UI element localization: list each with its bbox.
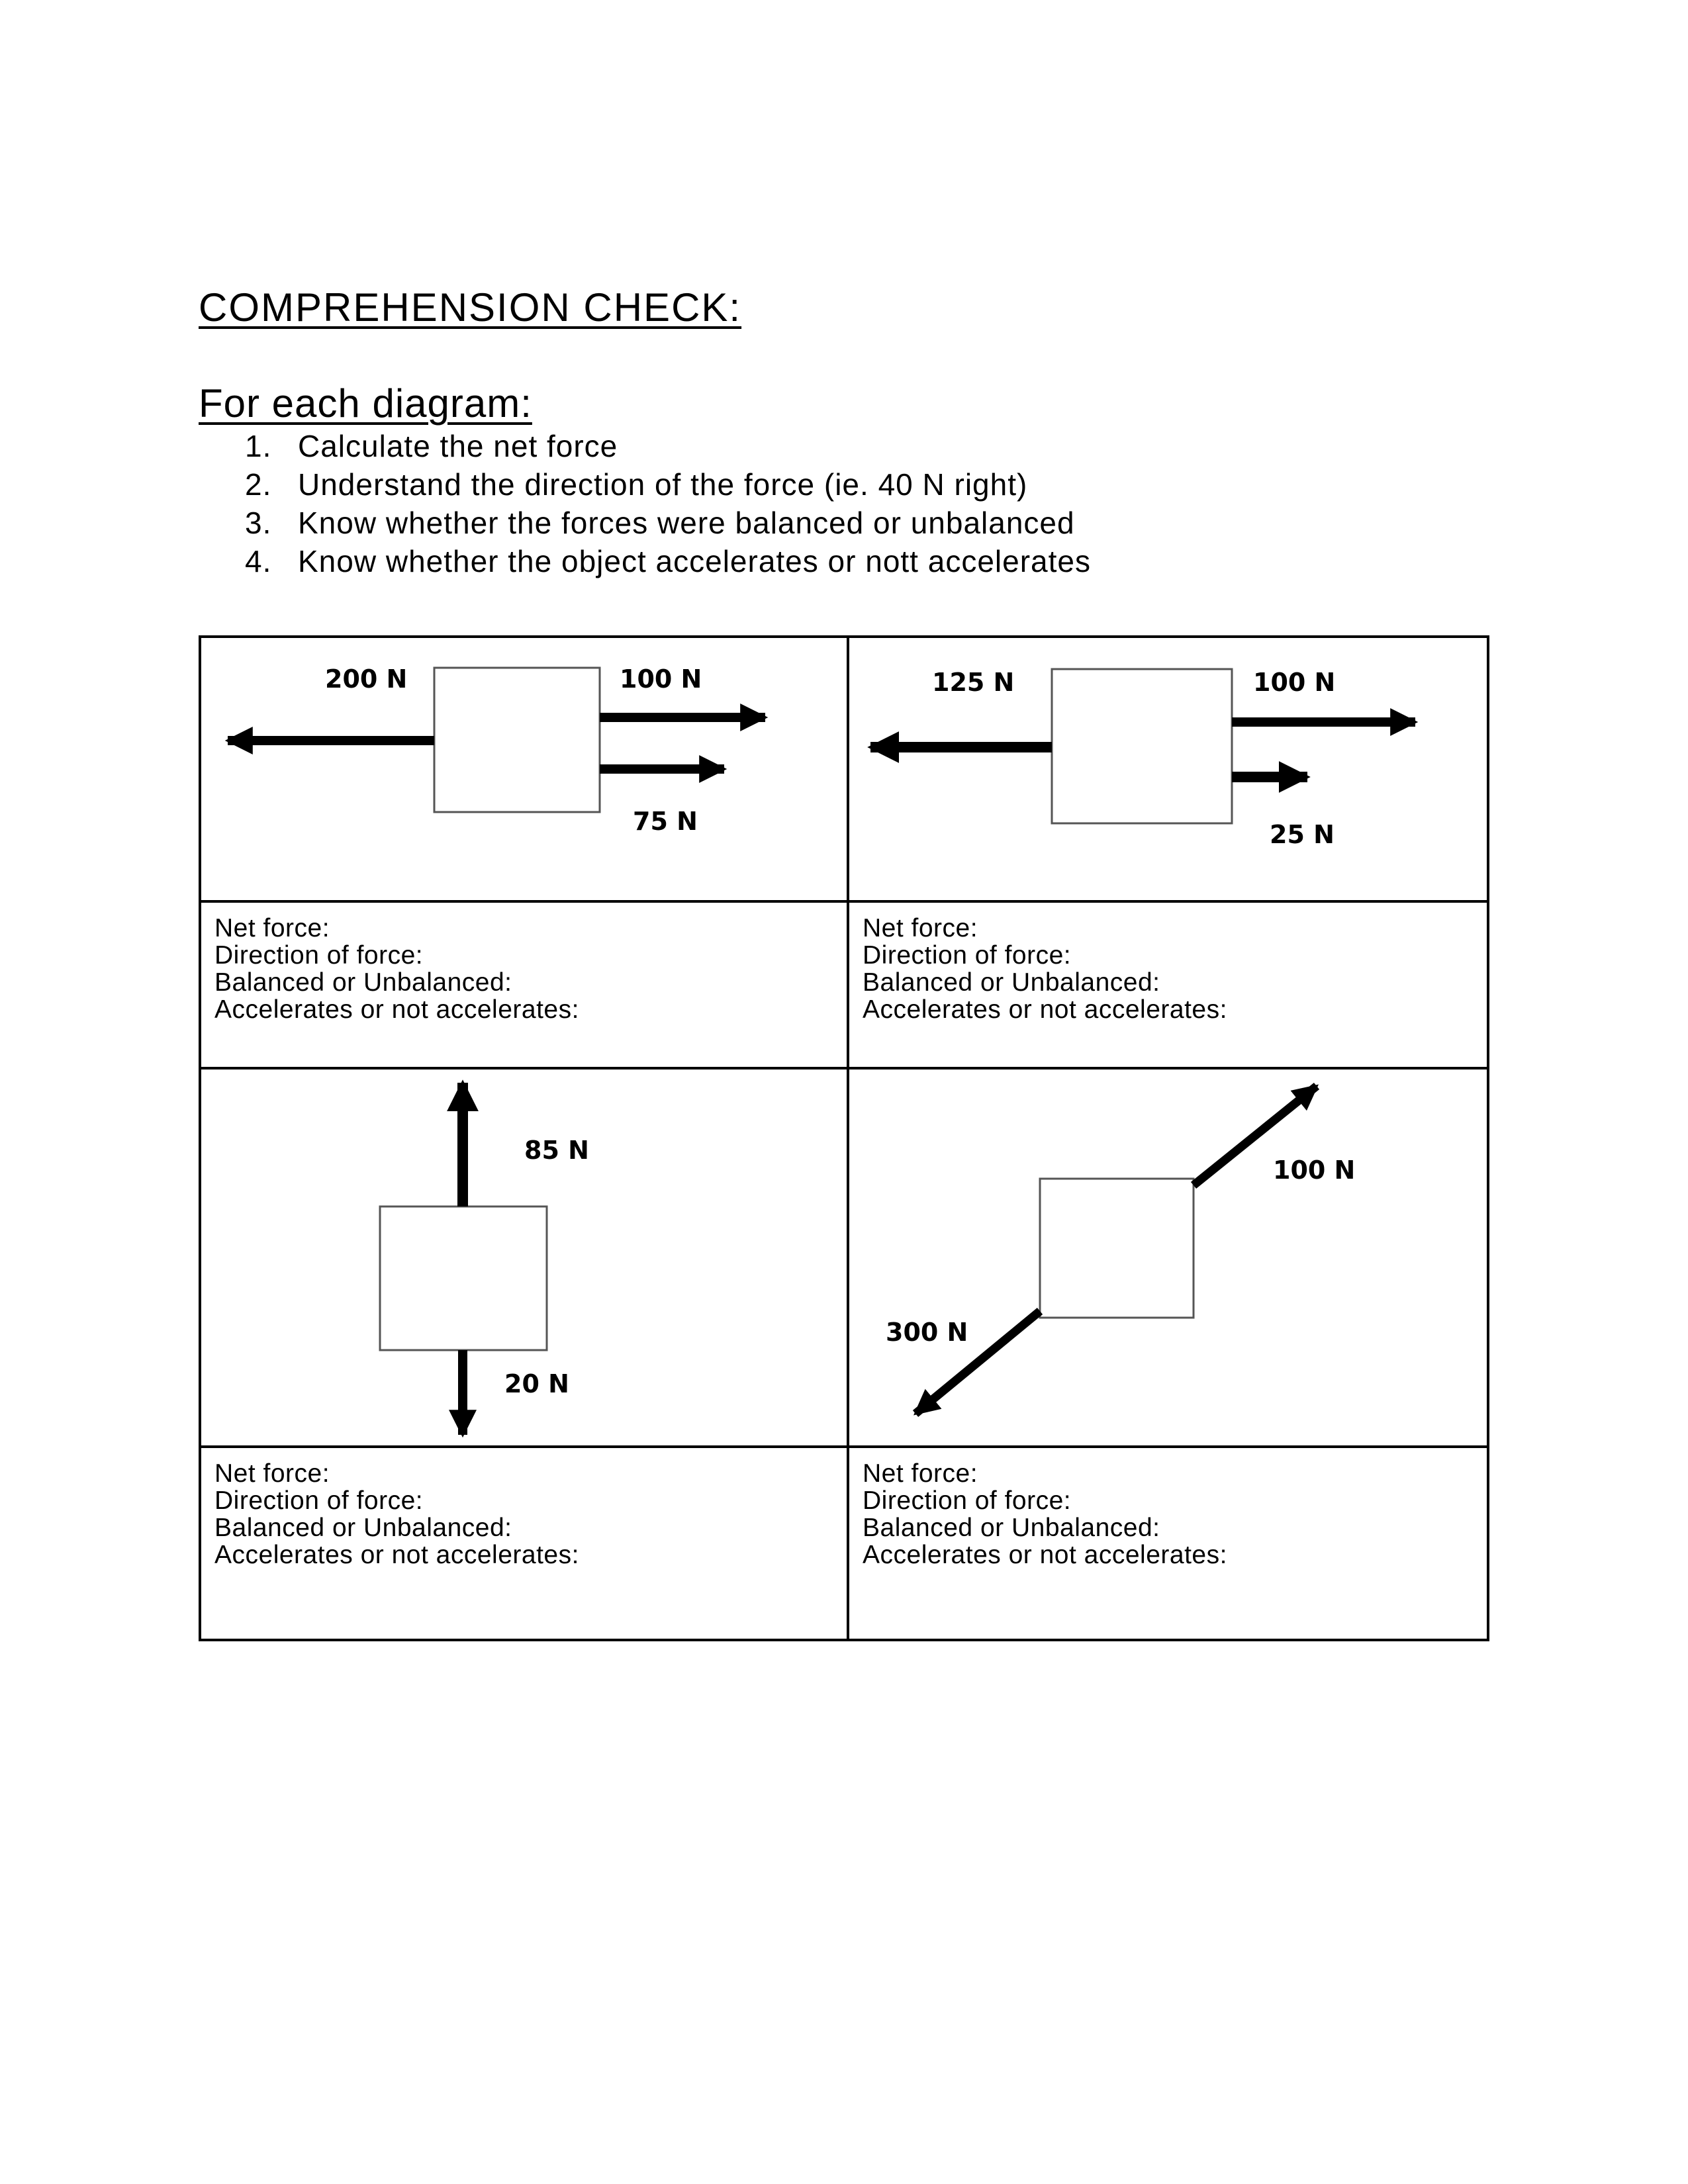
- instruction-item: [245, 504, 1091, 542]
- diagram-3-cell: [201, 1069, 847, 1448]
- questions-cell-4: [847, 1448, 1487, 1639]
- net-force-prompt: Net force:: [214, 1459, 330, 1488]
- direction-prompt: Direction of force:: [863, 941, 1072, 970]
- object-box: [380, 1206, 547, 1350]
- diagram-3: [201, 1069, 847, 1448]
- direction-prompt: Direction of force:: [214, 1486, 424, 1515]
- questions-cell-2: [847, 903, 1487, 1069]
- diagram-1: [201, 638, 847, 903]
- instruction-text: Understand the direction of the force (ie. 40 N right): [298, 467, 1028, 502]
- balanced-prompt: Balanced or Unbalanced:: [214, 968, 512, 997]
- direction-prompt: Direction of force:: [863, 1486, 1072, 1515]
- diagram-4-cell: [847, 1069, 1487, 1448]
- instruction-number: 3.: [245, 506, 272, 540]
- object-box: [1040, 1179, 1194, 1318]
- balanced-prompt: Balanced or Unbalanced:: [863, 968, 1160, 997]
- balanced-prompt: Balanced or Unbalanced:: [214, 1514, 512, 1542]
- accelerates-prompt: Accelerates or not accelerates:: [214, 995, 579, 1024]
- questions-cell-1: [201, 903, 847, 1069]
- accelerates-prompt: Accelerates or not accelerates:: [863, 995, 1227, 1024]
- force-label: 100 N: [620, 664, 702, 694]
- instruction-item: [245, 542, 1091, 580]
- diagram-2-cell: [847, 638, 1487, 903]
- instruction-item: [245, 427, 1091, 465]
- force-label: 100 N: [1273, 1156, 1356, 1185]
- force-label: 200 N: [325, 664, 408, 694]
- instruction-number: 4.: [245, 544, 272, 578]
- force-label: 25 N: [1270, 820, 1335, 849]
- questions-cell-3: [201, 1448, 847, 1639]
- instruction-number: 1.: [245, 429, 272, 463]
- balanced-prompt: Balanced or Unbalanced:: [863, 1514, 1160, 1542]
- accelerates-prompt: Accelerates or not accelerates:: [863, 1541, 1227, 1569]
- instruction-number: 2.: [245, 467, 272, 502]
- direction-prompt: Direction of force:: [214, 941, 424, 970]
- instructions-list: [245, 427, 1091, 580]
- worksheet-title: COMPREHENSION CHECK:: [199, 285, 742, 330]
- diagram-2: [849, 638, 1489, 903]
- diagram-1-cell: [201, 638, 847, 903]
- diagram-table: [199, 635, 1489, 1641]
- force-label: 85 N: [524, 1136, 589, 1165]
- force-label: 100 N: [1253, 668, 1336, 697]
- instruction-text: Know whether the object accelerates or nott accelerates: [298, 544, 1091, 578]
- diagram-4: [849, 1069, 1489, 1448]
- force-label: 300 N: [886, 1318, 968, 1347]
- instructions-heading: For each diagram:: [199, 381, 532, 426]
- instruction-item: [245, 465, 1091, 504]
- net-force-prompt: Net force:: [863, 1459, 978, 1488]
- object-box: [434, 668, 600, 812]
- net-force-prompt: Net force:: [214, 914, 330, 942]
- accelerates-prompt: Accelerates or not accelerates:: [214, 1541, 579, 1569]
- force-label: 20 N: [504, 1369, 569, 1398]
- object-box: [1052, 669, 1232, 823]
- force-label: 75 N: [633, 807, 698, 836]
- force-label: 125 N: [932, 668, 1015, 697]
- instruction-text: Calculate the net force: [298, 429, 618, 463]
- net-force-prompt: Net force:: [863, 914, 978, 942]
- instruction-text: Know whether the forces were balanced or unbalanced: [298, 506, 1075, 540]
